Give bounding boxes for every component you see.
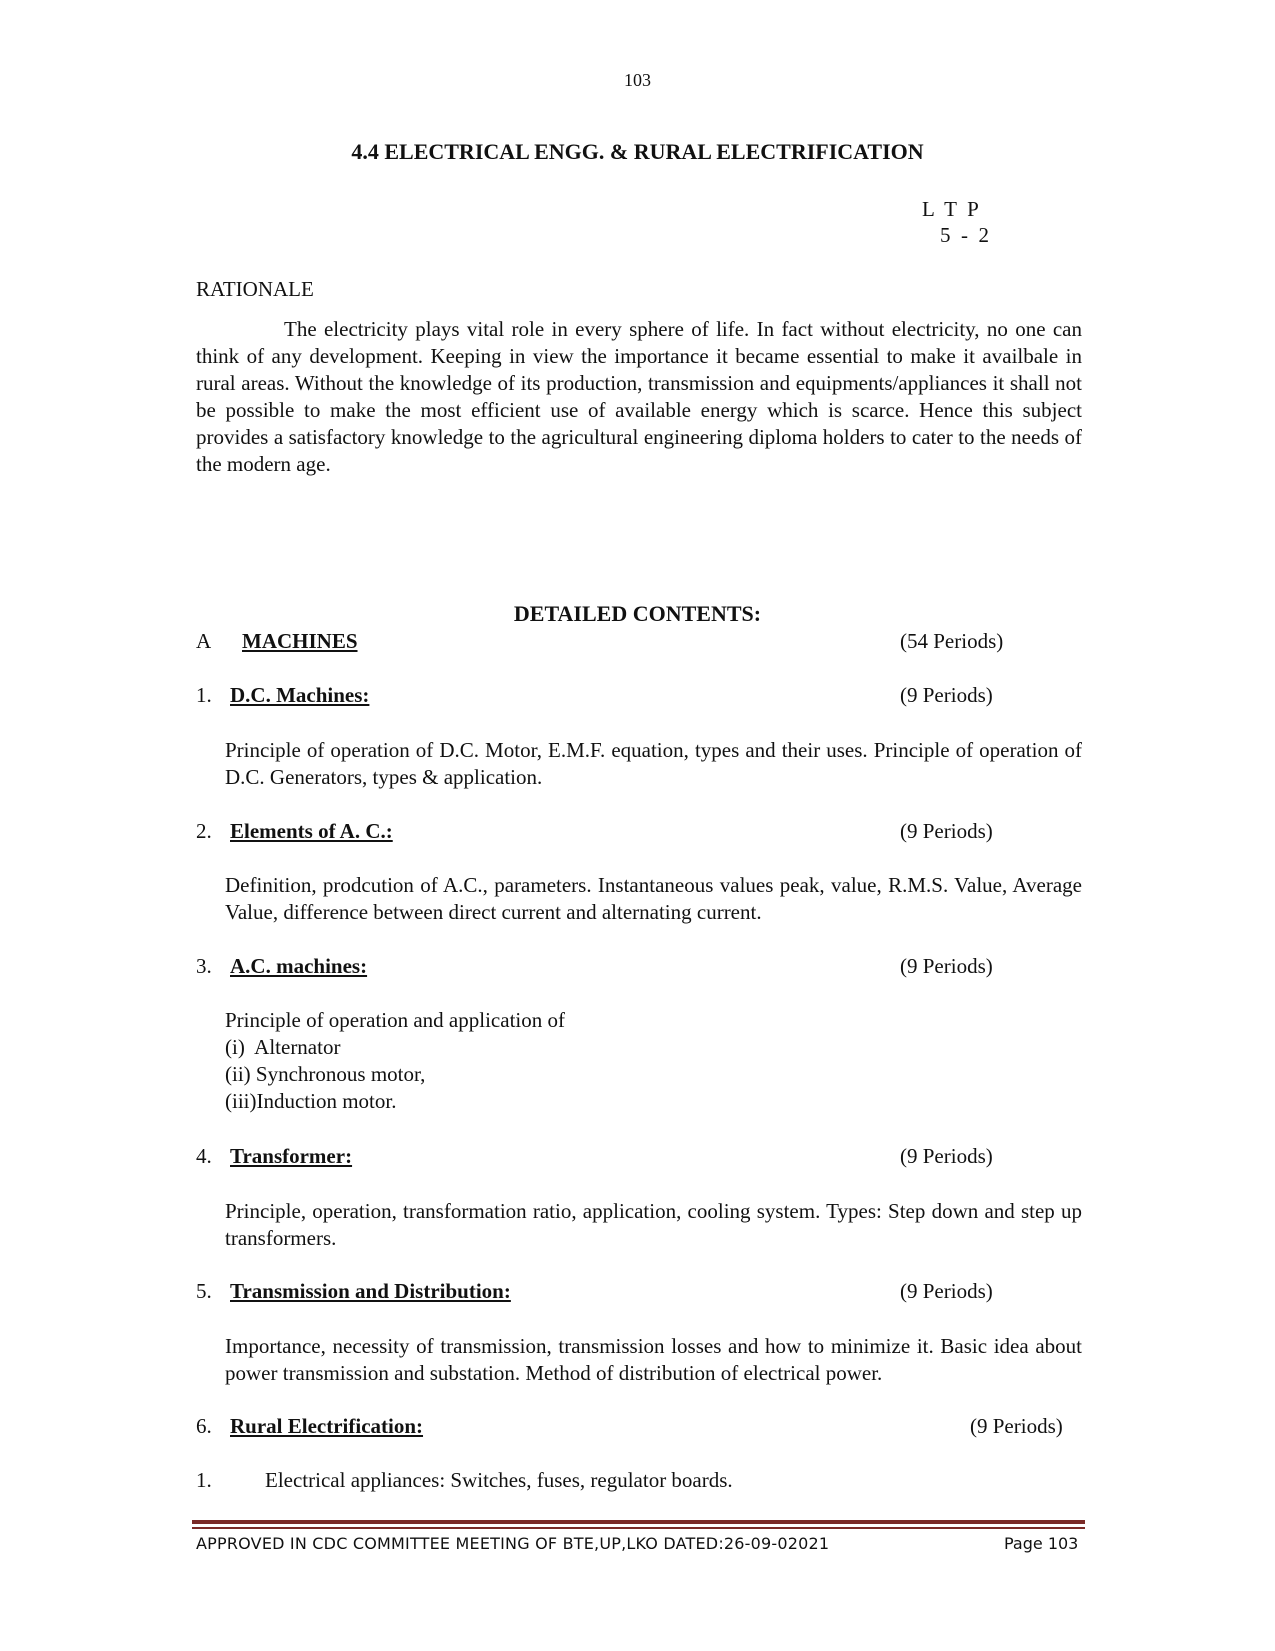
footer-rule bbox=[192, 1520, 1085, 1524]
topic-periods: (9 Periods) bbox=[900, 683, 993, 707]
topic-periods: (9 Periods) bbox=[900, 1279, 993, 1303]
topic-number: 2. bbox=[196, 819, 212, 843]
list-item: (ii) Synchronous motor, bbox=[225, 1062, 426, 1086]
topic-number: 4. bbox=[196, 1144, 212, 1168]
footer-approval-text: APPROVED IN CDC COMMITTEE MEETING OF BTE,UP,LKO DATED:26-09-02021 bbox=[196, 1534, 830, 1553]
subitem-text: Electrical appliances: Switches, fuses, regulator boards. bbox=[265, 1468, 733, 1492]
topic-number: 5. bbox=[196, 1279, 212, 1303]
list-item: (iii)Induction motor. bbox=[225, 1089, 397, 1113]
topic-periods: (9 Periods) bbox=[900, 954, 993, 978]
topic-heading: Transmission and Distribution: bbox=[230, 1279, 511, 1303]
section-letter: A bbox=[196, 629, 212, 653]
subitem-number: 1. bbox=[196, 1468, 212, 1492]
list-item: (i) Alternator bbox=[225, 1035, 341, 1059]
topic-periods: (9 Periods) bbox=[970, 1414, 1063, 1438]
topic-description: Definition, prodcution of A.C., parameters. Instantaneous values peak, value, R.M.S. Value, Average Value, difference between direct current and alternating current. bbox=[225, 873, 1082, 924]
list-item: Principle of operation and application of bbox=[225, 1008, 565, 1032]
topic-heading: A.C. machines: bbox=[230, 954, 368, 978]
topic-description: Principle of operation of D.C. Motor, E.M.F. equation, types and their uses. Principle of operation of D.C. Generators, types & application. bbox=[225, 738, 1082, 789]
page-title: 4.4 ELECTRICAL ENGG. & RURAL ELECTRIFICATION bbox=[351, 139, 924, 164]
section-periods: (54 Periods) bbox=[900, 629, 1004, 653]
topic-description: Principle, operation, transformation ratio, application, cooling system. Types: Step down and step up transformers. bbox=[225, 1199, 1082, 1250]
topic-number: 3. bbox=[196, 954, 212, 978]
topic-heading: Elements of A. C.: bbox=[230, 819, 393, 843]
footer-page-label: Page 103 bbox=[1004, 1534, 1079, 1553]
section-title: MACHINES bbox=[242, 629, 358, 653]
ltp-values: 5 - 2 bbox=[940, 223, 989, 247]
ltp-block bbox=[922, 196, 989, 248]
ltp-labels: L T P bbox=[922, 197, 979, 221]
rationale-heading: RATIONALE bbox=[196, 277, 314, 301]
page-number: 103 bbox=[624, 70, 651, 90]
topic-periods: (9 Periods) bbox=[900, 819, 993, 843]
detailed-contents-heading: DETAILED CONTENTS: bbox=[513, 601, 762, 626]
topic-periods: (9 Periods) bbox=[900, 1144, 993, 1168]
topic-number: 6. bbox=[196, 1414, 212, 1438]
rationale-paragraph: The electricity plays vital role in every sphere of life. In fact without electricity, no one can think of any development. Keeping in view the importance it became essential to make it availbale in rural areas. Without the knowledge of its production, transmission and equipments/appliances it shall not be possible to make the most efficient use of available energy which is scarce. Hence this subject provides a satisfactory knowledge to the agricultural engineering diploma holders to cater to the needs of the modern age. bbox=[196, 317, 1082, 476]
topic-heading: Transformer: bbox=[230, 1144, 353, 1168]
topic-heading: D.C. Machines: bbox=[230, 683, 370, 707]
topic-heading: Rural Electrification: bbox=[230, 1414, 424, 1438]
footer-rule-thin bbox=[192, 1527, 1085, 1529]
topic-number: 1. bbox=[196, 683, 212, 707]
topic-description: Importance, necessity of transmission, transmission losses and how to minimize it. Basic idea about power transmission and substation. Method of distribution of electrical power. bbox=[225, 1334, 1082, 1385]
